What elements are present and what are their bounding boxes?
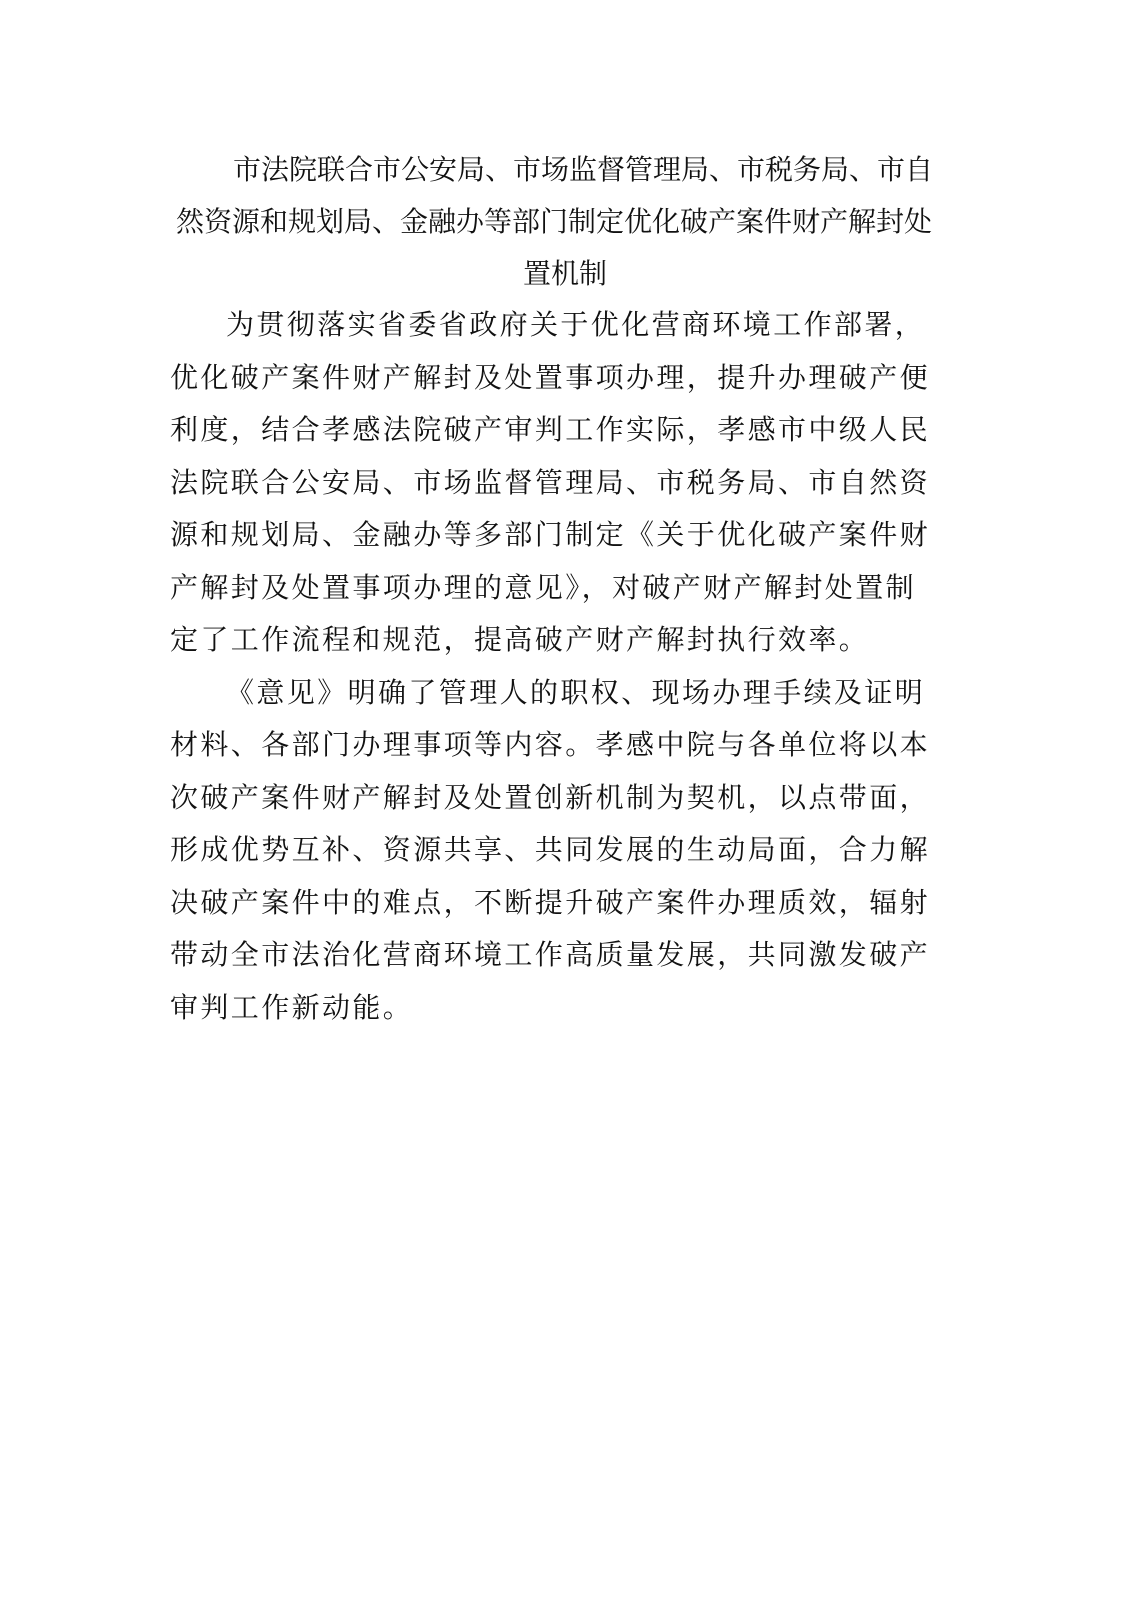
paragraph-line: 《意见》明确了管理人的职权、现场办理手续及证明: [226, 675, 926, 709]
title-line-1: 市法院联合市公安局、市场监督管理局、市税务局、市自: [233, 153, 934, 186]
paragraph-line: 法院联合公安局、市场监督管理局、市税务局、市自然资: [170, 465, 931, 499]
paragraph-line: 审判工作新动能。: [170, 990, 414, 1024]
paragraph-1: [170, 299, 930, 667]
paragraph-2: [170, 667, 930, 1035]
paragraph-line: 优化破产案件财产解封及处置事项办理，提升办理破产便: [170, 360, 931, 394]
paragraph-line: 带动全市法治化营商环境工作高质量发展，共同激发破产: [170, 938, 931, 971]
paragraph-line: 形成优势互补、资源共享、共同发展的生动局面，合力解: [170, 833, 931, 866]
paragraph-line: 材料、各部门办理事项等内容。孝感中院与各单位将以本: [170, 728, 931, 761]
paragraph-line: 为贯彻落实省委省政府关于优化营商环境工作部署，: [226, 308, 926, 341]
paragraph-line: 定了工作流程和规范，提高破产财产解封执行效率。: [170, 623, 870, 656]
paragraph-line: 次破产案件财产解封及处置创新机制为契机，以点带面，: [170, 780, 931, 814]
title-line-2: 然资源和规划局、金融办等部门制定优化破产案件财产解封处: [176, 205, 933, 238]
paragraph-line: 源和规划局、金融办等多部门制定《关于优化破产案件财: [170, 518, 931, 551]
document-body: [170, 299, 930, 1034]
document-title: [176, 144, 954, 300]
title-line-3: 置机制: [522, 257, 607, 290]
paragraph-line: 利度，结合孝感法院破产审判工作实际，孝感市中级人民: [170, 413, 931, 446]
paragraph-line: 产解封及处置事项办理的意见》，对破产财产解封处置制: [170, 570, 917, 604]
paragraph-line: 决破产案件中的难点，不断提升破产案件办理质效，辐射: [170, 885, 931, 919]
